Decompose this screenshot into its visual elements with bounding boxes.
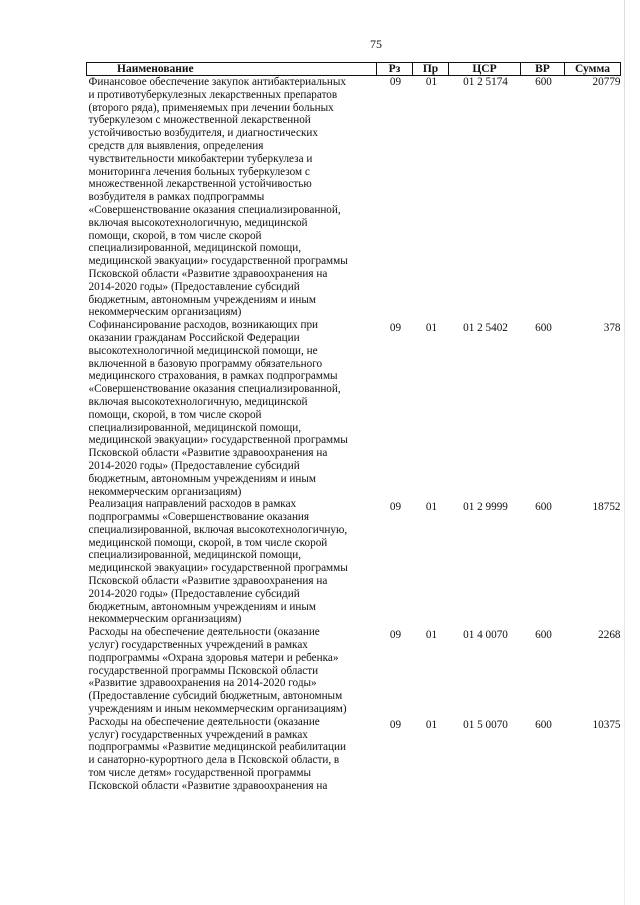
header-csr: ЦСР <box>449 63 521 76</box>
table-row <box>87 716 621 793</box>
row-pr: 01 <box>425 501 438 514</box>
row-pr: 01 <box>425 718 438 731</box>
row-rz: 09 <box>389 501 402 514</box>
row-rz: 09 <box>389 76 402 88</box>
header-rz: Рз <box>377 63 413 76</box>
row-vr: 600 <box>535 322 552 335</box>
row-vr: 600 <box>535 501 552 514</box>
budget-table <box>86 62 621 793</box>
row-name: Расходы на обеспечение деятельности (оказание услуг) государственных учреждений в рамках подпрограммы «Развитие медицинской реабилитации и санаторно-курортного дела в Псковской области, в том числе детям» государственной программы Псковской области «Развитие здравоохранения на <box>88 715 346 792</box>
row-vr: 600 <box>535 629 552 642</box>
header-vr: ВР <box>521 63 565 76</box>
table-header-row <box>87 63 621 76</box>
row-name: Софинансирование расходов, возникающих при оказании гражданам Российской Федерации высокотехнологичной медицинской помощи, не включенной в базовую программу обязательного медицинского страхования, в рамках подпрограммы «Совершенствование оказания специализированной, включая высокотехнологичную, медицинской помощи, скорой, в том числе скорой специализированной, медицинской помощи, медицинской эвакуации» государственной программы Псковской области «Развитие здравоохранения на 2014-2020 годы» (Предоставление субсидий бюджетным, автономным учреждениям и иным некоммерческим организациям) <box>88 319 348 498</box>
row-rz: 09 <box>389 718 402 731</box>
page-number: 75 <box>370 37 382 51</box>
row-csr: 01 2 5402 <box>463 322 508 335</box>
header-sum: Сумма <box>565 63 621 76</box>
row-csr: 01 2 5174 <box>463 76 508 88</box>
row-rz: 09 <box>389 629 402 642</box>
row-csr: 01 2 9999 <box>463 501 508 514</box>
row-pr: 01 <box>425 76 438 88</box>
row-sum: 2268 <box>598 629 621 642</box>
row-vr: 600 <box>535 76 552 88</box>
row-pr: 01 <box>425 322 438 335</box>
row-sum: 18752 <box>592 501 621 514</box>
row-sum: 10375 <box>592 718 621 731</box>
row-name: Финансовое обеспечение закупок антибактериальных и противотуберкулезных лекарственных препаратов (второго ряда), применяемых при лечении больных туберкулезом с множественной лекарственной устойчивостью возбудителя, и диагностических средств для выявления, определения чувствительности микобактерии туберкулеза и мониторинга лечения больных туберкулезом с множественной лекарственной устойчивостью возбудителя в рамках подпрограммы «Совершенствование оказания специализированной, включая высокотехнологичную, медицинской помощи, скорой, в том числе скорой специализированной, медицинской помощи, медицинской эвакуации» государственной программы Псковской области «Развитие здравоохранения на 2014-2020 годы» (Предоставление субсидий бюджетным, автономным учреждениям и иным некоммерческим организациям) <box>88 76 348 319</box>
header-name: Наименование <box>87 63 377 76</box>
row-sum: 20779 <box>592 76 621 88</box>
header-pr: Пр <box>413 63 449 76</box>
row-sum: 378 <box>603 322 621 335</box>
row-name: Расходы на обеспечение деятельности (оказание услуг) государственных учреждений в рамках подпрограммы «Охрана здоровья матери и ребенка» государственной программы Псковской области «Развитие здравоохранения на 2014-2020 годы» (Предоставление субсидий бюджетным, автономным учреждениям и иным некоммерческим организациям) <box>88 626 347 716</box>
row-name: Реализация направлений расходов в рамках подпрограммы «Совершенствование оказания специализированной, включая высокотехнологичную, медицинской помощи, скорой, в том числе скорой специализированной, медицинской помощи, медицинской эвакуации» государственной программы Псковской области «Развитие здравоохранения на 2014-2020 годы» (Предоставление субсидий бюджетным, автономным учреждениям и иным некоммерческим организациям) <box>88 498 348 626</box>
row-rz: 09 <box>389 322 402 335</box>
table-row <box>87 319 621 498</box>
table-row <box>87 626 621 716</box>
table-row <box>87 76 621 320</box>
row-vr: 600 <box>535 718 552 731</box>
row-csr: 01 4 0070 <box>463 629 508 642</box>
row-csr: 01 5 0070 <box>463 718 508 731</box>
scan-edge-divider <box>624 0 625 905</box>
row-pr: 01 <box>425 629 438 642</box>
table-row <box>87 498 621 626</box>
